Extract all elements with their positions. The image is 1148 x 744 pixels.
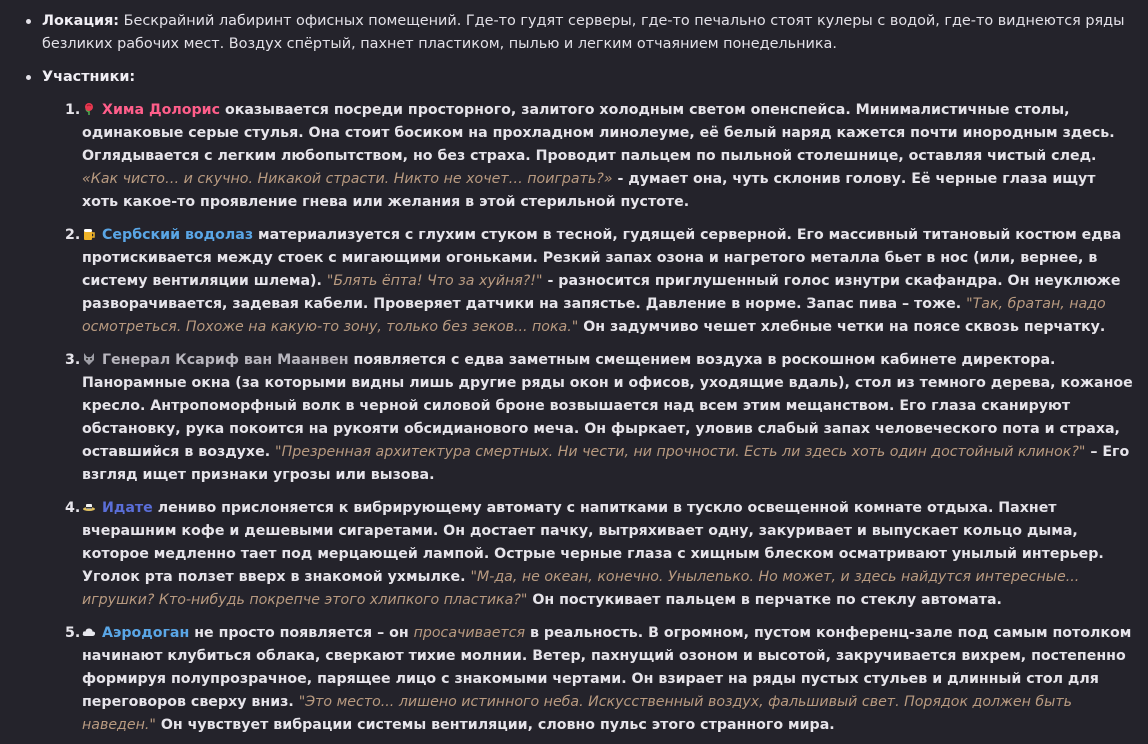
participant-text: Он чувствует вибрации системы вентиляции, словно пульс этого странного мира. (155, 717, 835, 733)
participant-quote: "Это место... лишено истинного неба. Искусственный воздух, фальшивый свет. Порядок должен быть наведен." (82, 694, 1072, 733)
participant-item (42, 349, 1134, 487)
wolf-icon (82, 352, 96, 366)
participant-quote: «Как чисто… и скучно. Никакой страсти. Никто не хочет… поиграть?» (82, 171, 613, 187)
participant-text: оказывается посреди просторного, залитого холодным светом опенспейса. Минималистичные столы, одинаковые серые стулья. Она стоит босиком на прохладном линолеуме, её белый наряд кажется почти инородным здесь. Оглядывается с легким любопытством, но без страха. Проводит пальцем по пыльной столешнице, оставляя чистый след. (82, 102, 1115, 164)
participant-quote: "Так, братан, надо осмотреться. Похоже на какую-то зону, только без зеков... пока." (82, 296, 1106, 335)
list-number: 3. (65, 352, 81, 368)
list-number: 2. (65, 227, 81, 243)
info-list (20, 10, 1134, 737)
participant-quote: "Презренная архитектура смертных. Ни чести, ни прочности. Есть ли здесь хоть один достойный клинок?" (275, 444, 1086, 460)
participant-name: Генерал Ксариф ван Маанвен (102, 352, 349, 368)
participants-label: Участники: (42, 69, 136, 85)
participant-text: – Его взгляд ищет признаки угрозы или вызова. (82, 444, 1130, 483)
rose-icon (82, 102, 96, 116)
participant-quote: просачивается (413, 625, 526, 641)
participant-quote: "М-да, не океан, конечно. Унылenько. Но может, и здесь найдутся интересные... игрушки? Кто-нибудь покрепче этого хлипкого пластика?" (82, 569, 1080, 608)
participant-item (42, 224, 1134, 339)
participant-item (42, 99, 1134, 214)
participant-name: Сербский водолаз (102, 227, 254, 243)
participants-item (20, 66, 1134, 737)
location-text: Бескрайний лабиринт офисных помещений. Где-то гудят серверы, где-то печально стоят кулеры с водой, где-то виднеются ряды безликих рабочих мест. Воздух спёртый, пахнет пластиком, пылью и легким отчаянием понедельника. (42, 13, 1125, 52)
participant-item (42, 622, 1134, 737)
participants-list (42, 99, 1134, 737)
participant-name: Аэродоган (102, 625, 190, 641)
participant-text: не просто появляется – он (189, 625, 414, 641)
location-item (20, 10, 1134, 56)
participant-name: Идате (102, 500, 153, 516)
participant-text: появляется с едва заметным смещением воздуха в роскошном кабинете директора. Панорамные окна (за которыми видны лишь другие ряды окон и офисов, уходящие вдаль), стол из темного дерева, кожаное кресло. Антропоморфный волк в черной силовой броне возвышается над всем этим мещанством. Его глаза сканируют обстановку, рука покоится на рукояти обсидианового меча. Он фыркает, уловив слабый запах человеческого пота и страха, оставшийся в воздухе. (82, 352, 1133, 460)
participant-item (42, 497, 1134, 612)
participant-text: в реальность. В огромном, пустом конференц-зале под самым потолком начинают клубиться облака, сверкают тихие молнии. Ветер, пахнущий озоном и высотой, закручивается вихрем, постепенно формируя полупрозрачное, парящее лицо с знакомыми чертами. Он взирает на ряды пустых стульев и длинный стол для переговоров сверху вниз. (82, 625, 1132, 710)
cloud-icon (82, 625, 96, 639)
list-number: 5. (65, 625, 81, 641)
participant-text: - думает она, чуть склонив голову. Её черные глаза ищут хоть какое-то проявление гнева или желания в этой стерильной пустоте. (82, 171, 1096, 210)
participant-text: Он постукивает пальцем в перчатке по стеклу автомата. (527, 592, 1002, 608)
location-label: Локация: (42, 13, 120, 29)
participant-name: Хима Долорис (102, 102, 221, 118)
participant-text: материализуется с глухим стуком в тесной, гудящей серверной. Его массивный титановый костюм едва протискивается между стоек с мигающими огоньками. Резкий запах озона и нагретого металла бьет в нос (или, вернее, в систему вентиляции шлема). (82, 227, 1122, 289)
participant-quote: "Блять ёпта! Что за хуйня?!" (326, 273, 543, 289)
list-number: 4. (65, 500, 81, 516)
participant-text: Он задумчиво чешет хлебные четки на поясе сквозь перчатку. (578, 319, 1106, 335)
list-number: 1. (65, 102, 81, 118)
beer-icon (82, 227, 96, 241)
hat-icon (82, 500, 96, 514)
participant-text: лениво прислоняется к вибрирующему автомату с напитками в тускло освещенной комнате отдыха. Пахнет вчерашним кофе и дешевыми сигаретами. Он достает пачку, вытряхивает одну, закуривает и выпускает кольцо дыма, которое медленно тает под мерцающей лампой. Острые черные глаза с хищным блеском осматривают унылый интерьер. Уголок рта ползет вверх в знакомой ухмылке. (82, 500, 1104, 585)
participant-text: - разносится приглушенный голос изнутри скафандра. Он неуклюже разворачивается, задевая кабели. Проверяет датчики на запястье. Давление в норме. Запас пива – тоже. (82, 273, 1121, 312)
